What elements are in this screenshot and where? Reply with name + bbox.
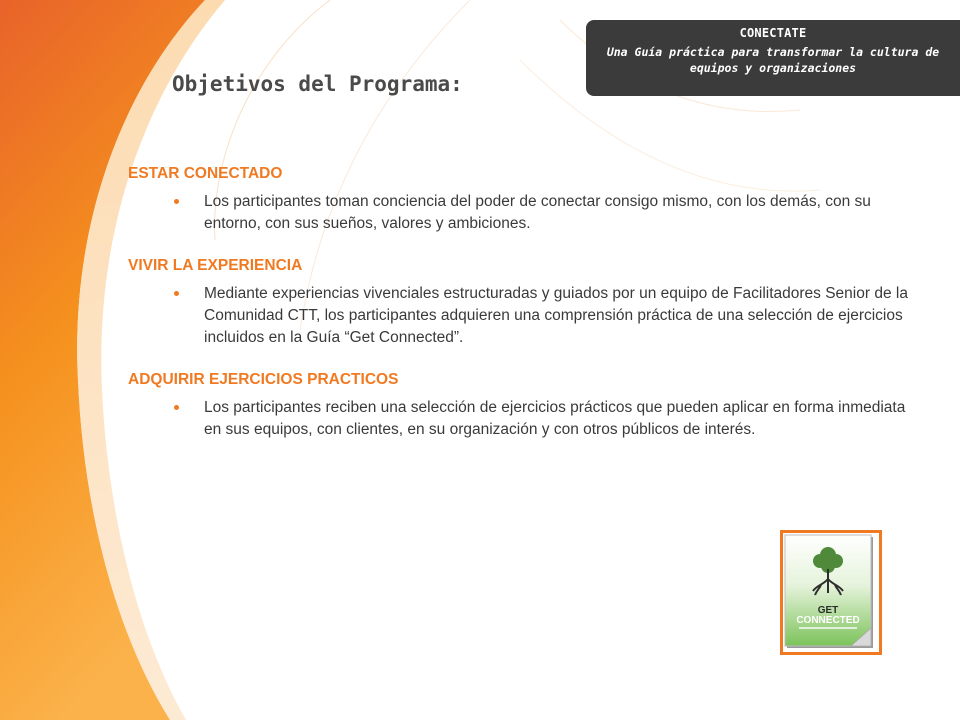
header-subtitle: Una Guía práctica para transformar la cultura de equipos y organizaciones: [606, 45, 940, 75]
list-item: [204, 397, 918, 441]
cover-line-2: CONNECTED: [796, 615, 860, 626]
bullet-icon: [174, 199, 179, 204]
section-heading: VIVIR LA EXPERIENCIA: [128, 257, 303, 274]
header-title: CONECTATE: [739, 26, 807, 40]
section-estar-conectado: [128, 165, 918, 235]
list-item: [204, 283, 918, 349]
bullet-text: Los participantes reciben una selección de ejercicios prácticos que pueden aplicar en forma inmediata en sus equipos, con clientes, en su organización y con otros públicos de interés.: [204, 399, 906, 438]
program-header-box: [586, 20, 960, 96]
objectives-content: [128, 165, 918, 463]
section-heading: ADQUIRIR EJERCICIOS PRACTICOS: [128, 371, 399, 388]
list-item: [204, 191, 918, 235]
section-vivir-la-experiencia: [128, 257, 918, 349]
page-title: Objetivos del Programa:: [172, 72, 463, 96]
section-heading: ESTAR CONECTADO: [128, 165, 283, 182]
bullet-icon: [174, 291, 179, 296]
section-adquirir-ejercicios: [128, 371, 918, 441]
book-cover-image: [780, 530, 882, 655]
bullet-icon: [174, 405, 179, 410]
cover-line-1: GET: [817, 605, 839, 616]
bullet-text: Mediante experiencias vivenciales estructuradas y guiados por un equipo de Facilitadores Senior de la Comunidad CTT, los participantes adquieren una comprensión práctica de una selección de ejercicios incluidos en la Guía “Get Connected”.: [204, 285, 908, 346]
bullet-text: Los participantes toman conciencia del poder de conectar consigo mismo, con los demás, con su entorno, con sus sueños, valores y ambiciones.: [204, 193, 871, 232]
get-connected-cover-icon: [783, 533, 879, 652]
